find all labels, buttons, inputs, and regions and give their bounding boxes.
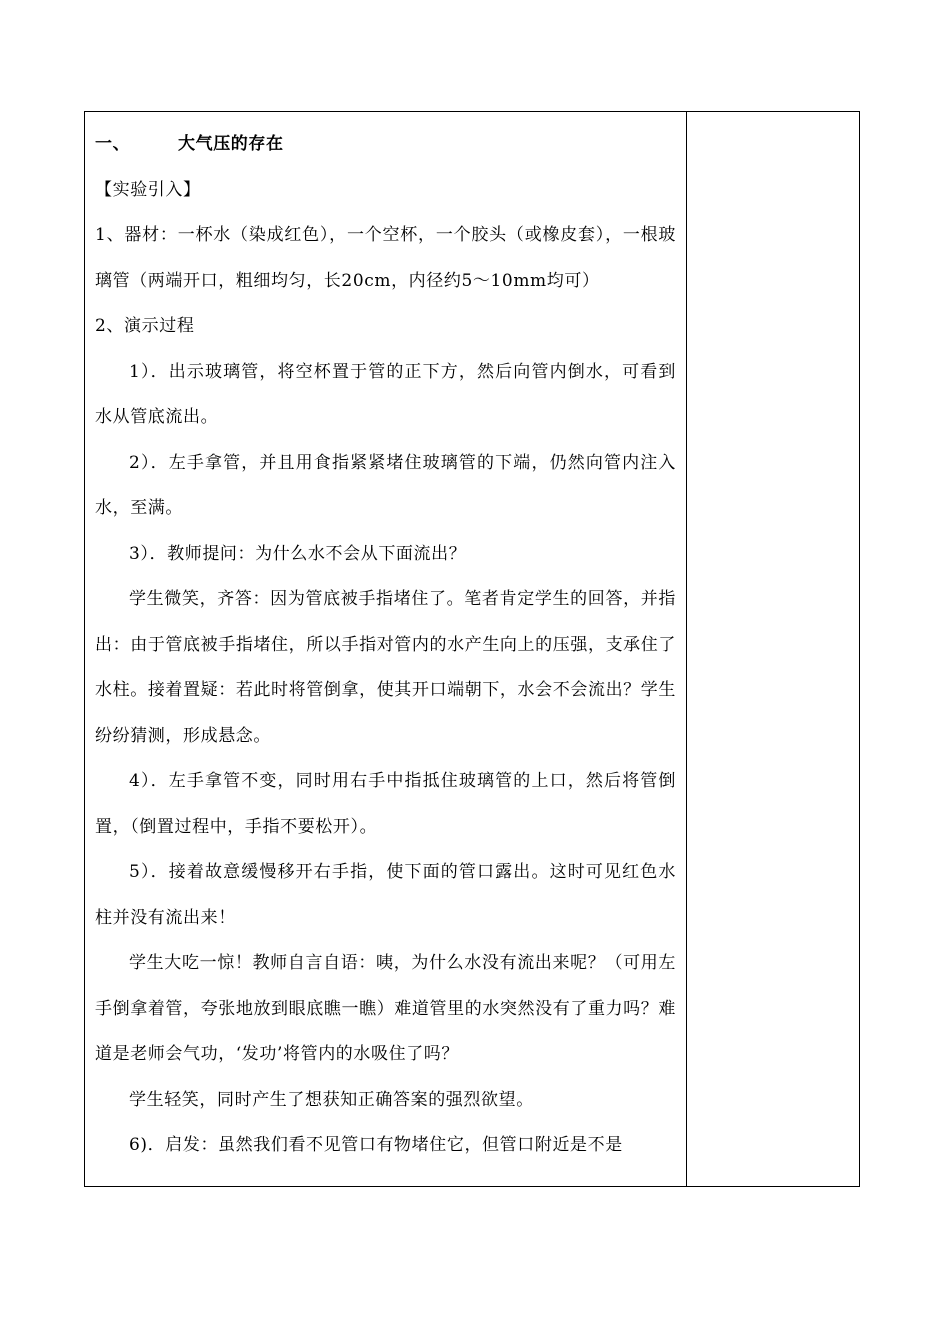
step-5-paragraph: 5）．接着故意缓慢移开右手指，使下面的管口露出。这时可见红色水柱并没有流出来！ <box>95 862 676 928</box>
main-content-cell <box>85 112 687 1187</box>
equipment-paragraph: 1、器材：一杯水（染成红色），一个空杯，一个胶头（或橡皮套），一根玻璃管（两端开口，粗细均匀，长20cm，内径约5～10mm均可） <box>95 225 676 291</box>
step-2-paragraph: 2）．左手拿管，并且用食指紧紧堵住玻璃管的下端，仍然向管内注入水，至满。 <box>95 452 676 518</box>
student-laugh-paragraph: 学生轻笑，同时产生了想获知正确答案的强烈欲望。 <box>129 1089 534 1110</box>
demo-process-heading: 2、演示过程 <box>95 316 195 336</box>
step-3-paragraph: 3）．教师提问：为什么水不会从下面流出？ <box>129 543 467 564</box>
table-row <box>85 112 860 1187</box>
step-6-paragraph: 6)．启发：虽然我们看不见管口有物堵住它，但管口附近是不是 <box>129 1135 623 1155</box>
section-title: 大气压的存在 <box>178 134 284 154</box>
step-4-paragraph: 4）．左手拿管不变，同时用右手中指抵住玻璃管的上口，然后将管倒置，（倒置过程中，手指不要松开）。 <box>95 771 676 837</box>
section-number: 一、 <box>95 134 131 154</box>
document-table <box>84 111 860 1187</box>
experiment-intro-label: 【实验引入】 <box>95 179 201 200</box>
student-surprise-paragraph: 学生大吃一惊！教师自言自语：咦，为什么水没有流出来呢？（可用左手倒拿着管，夸张地放到眼底瞧一瞧）难道管里的水突然没有了重力吗？难道是老师会气功，‘发功’将管内的水吸住了吗？ <box>95 953 676 1064</box>
lesson-content <box>85 112 686 1169</box>
step-1-paragraph: 1）．出示玻璃管，将空杯置于管的正下方，然后向管内倒水，可看到水从管底流出。 <box>95 361 676 427</box>
section-heading <box>95 122 676 168</box>
notes-column-cell <box>687 112 860 1187</box>
student-answer-paragraph: 学生微笑，齐答：因为管底被手指堵住了。笔者肯定学生的回答，并指出：由于管底被手指堵住，所以手指对管内的水产生向上的压强，支承住了水柱。接着置疑：若此时将管倒拿，使其开口端朝下，水会不会流出？学生纷纷猜测，形成悬念。 <box>95 589 676 746</box>
